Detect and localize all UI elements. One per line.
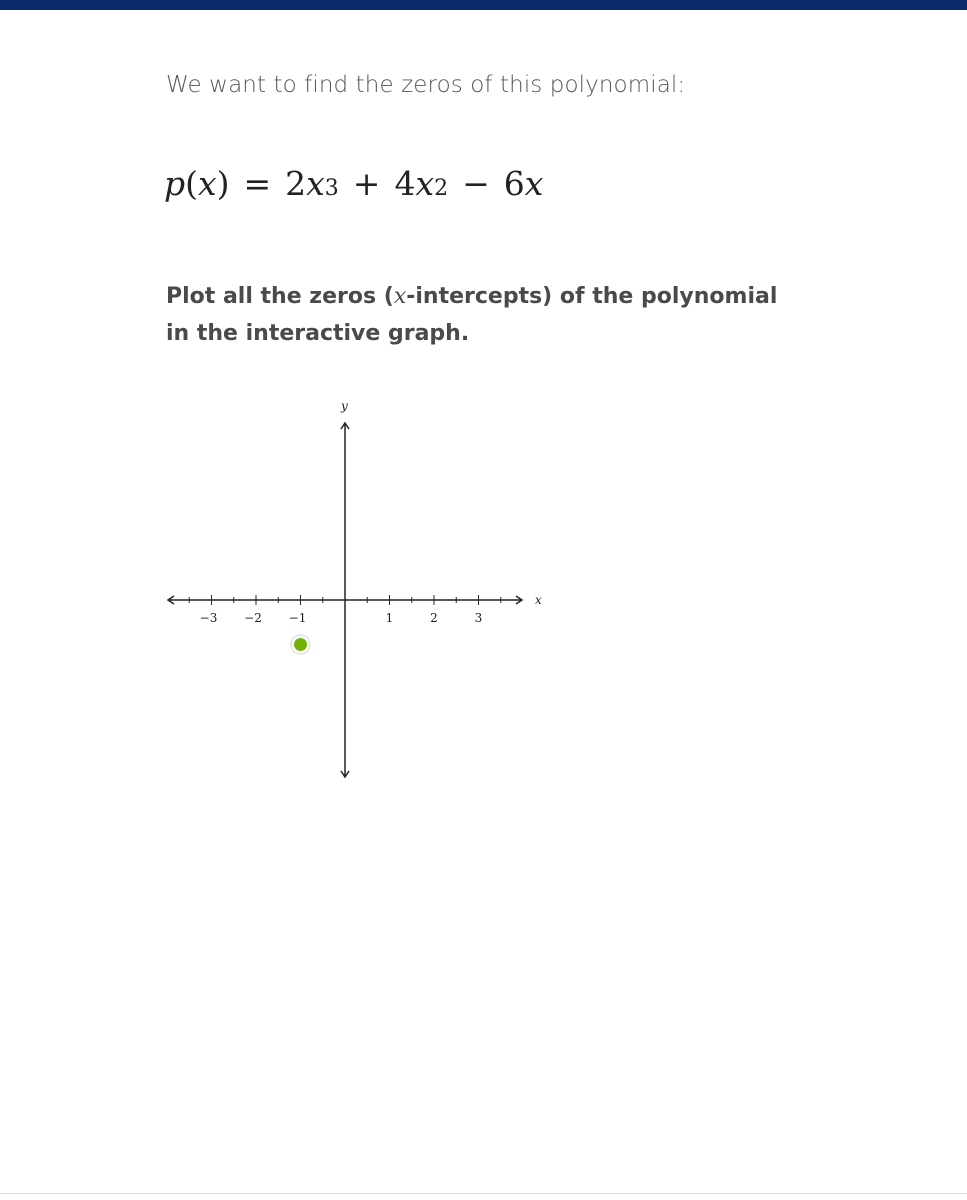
top-accent-bar <box>0 0 967 10</box>
eq-plus-sign: + <box>352 164 381 203</box>
x-tick-label: 1 <box>385 611 394 625</box>
eq-close-paren: ) <box>216 164 230 203</box>
graph-axes <box>168 423 522 777</box>
eq-term2-coef: 4 <box>394 164 416 203</box>
eq-func-name: p <box>164 164 186 203</box>
x-tick-label: 2 <box>430 611 438 625</box>
y-axis-label: y <box>341 399 348 413</box>
x-axis-label: x <box>535 593 542 607</box>
point-dot[interactable] <box>294 638 307 651</box>
x-tick-label: −2 <box>244 611 262 625</box>
problem-intro: We want to find the zeros of this polynomial: <box>166 72 686 98</box>
draggable-point[interactable] <box>291 635 311 655</box>
eq-term3-var: x <box>524 164 544 203</box>
x-tick-label: −1 <box>288 611 307 625</box>
instruction-part1: Plot all the zeros ( <box>166 284 394 309</box>
polynomial-equation <box>164 164 543 214</box>
instruction-part2: -intercepts) of the polynomial in the interactive graph. <box>166 284 778 346</box>
interactive-graph[interactable] <box>160 392 550 792</box>
graph-tick-labels <box>200 611 483 625</box>
eq-lhs-variable: x <box>198 164 217 203</box>
x-tick-label: 3 <box>474 611 483 625</box>
eq-term1-exponent: 3 <box>324 176 339 201</box>
eq-minus-sign: − <box>462 164 490 203</box>
eq-term1-var: x <box>306 164 325 203</box>
eq-term1-coef: 2 <box>285 164 307 203</box>
eq-term2-var: x <box>415 164 435 203</box>
eq-open-paren: ( <box>185 164 198 203</box>
instruction-variable: x <box>393 284 407 309</box>
eq-term2-exponent: 2 <box>434 176 449 201</box>
bottom-divider <box>0 1193 967 1194</box>
eq-term3-coef: 6 <box>503 164 525 203</box>
x-tick-label: −3 <box>199 611 218 625</box>
eq-equals-sign: = <box>243 164 272 203</box>
instruction-text <box>166 278 796 352</box>
